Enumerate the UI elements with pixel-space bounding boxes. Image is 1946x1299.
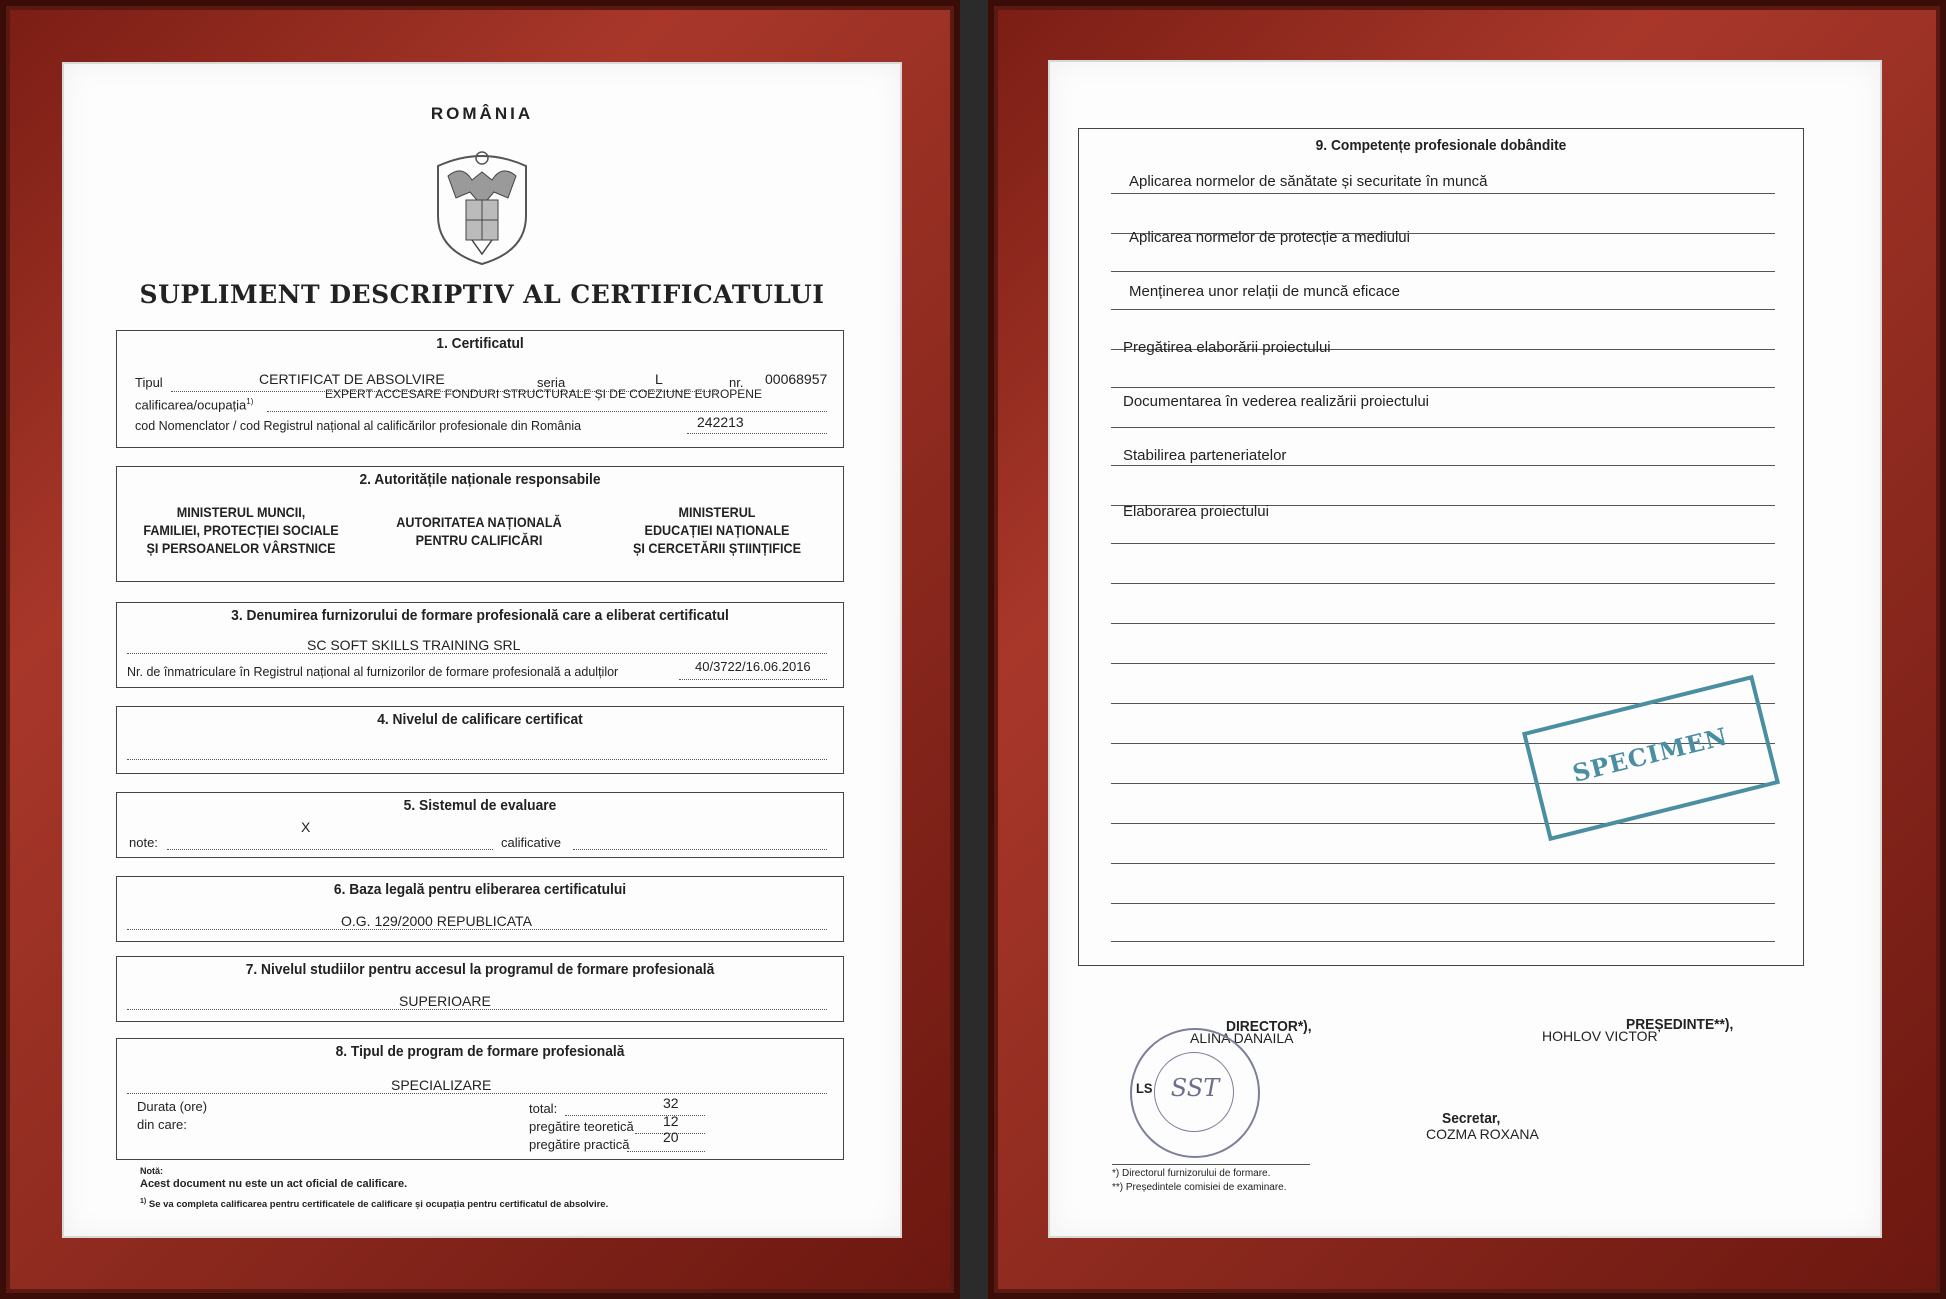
total-value: 32 bbox=[663, 1095, 679, 1111]
section-title: 6. Baza legală pentru eliberarea certificatului bbox=[333, 881, 627, 898]
din-care-label: din care: bbox=[137, 1117, 187, 1132]
note-label: note: bbox=[129, 835, 158, 850]
registration-label: Nr. de înmatriculare în Registrul național al furnizorilor de formare profesională a adulților bbox=[127, 665, 619, 679]
section-evaluation-system bbox=[116, 792, 844, 858]
notes-line1: Acest document nu este un act oficial de calificare. bbox=[140, 1178, 408, 1190]
secretar-label: Secretar, bbox=[1442, 1110, 1501, 1127]
secretar-name: COZMA ROXANA bbox=[1426, 1126, 1539, 1142]
seria-label: seria bbox=[537, 375, 566, 390]
section-title: 9. Competențe profesionale dobândite bbox=[1315, 137, 1567, 154]
evaluation-mark: X bbox=[301, 819, 311, 835]
calificative-label: calificative bbox=[501, 835, 561, 850]
calificarea-value: EXPERT ACCESARE FONDURI STRUCTURALE ȘI DE COEZIUNE EUROPENE bbox=[325, 387, 762, 401]
section-qualification-level bbox=[116, 706, 844, 774]
company-round-stamp: SST bbox=[1130, 1028, 1260, 1158]
section-program-type bbox=[116, 1038, 844, 1160]
competence-item: Elaborarea proiectului bbox=[1123, 503, 1269, 520]
certificate-supplement-back-page bbox=[1050, 62, 1880, 1236]
tipul-label: Tipul bbox=[135, 375, 163, 390]
document-title: SUPLIMENT DESCRIPTIV AL CERTIFICATULUI bbox=[139, 280, 825, 309]
section-title: 5. Sistemul de evaluare bbox=[403, 797, 557, 814]
director-label: DIRECTOR*), bbox=[1226, 1018, 1312, 1035]
calificarea-label: calificarea/ocupația$^{1)}$ bbox=[135, 397, 254, 413]
competence-item: Pregătirea elaborării proiectului bbox=[1123, 339, 1331, 356]
competence-item: Aplicarea normelor de protecție a mediului bbox=[1129, 229, 1410, 246]
section-title: 4. Nivelul de calificare certificat bbox=[377, 711, 583, 728]
seria-value: L bbox=[655, 371, 663, 387]
authority-national-qualifications: AUTORITATEA NAȚIONALĂ PENTRU CALIFICĂRI bbox=[396, 514, 562, 548]
presedinte-label: PREȘEDINTE**), bbox=[1626, 1016, 1734, 1033]
section-legal-basis bbox=[116, 876, 844, 942]
study-level-value: SUPERIOARE bbox=[399, 993, 491, 1009]
program-type-value: SPECIALIZARE bbox=[391, 1077, 492, 1093]
provider-name: SC SOFT SKILLS TRAINING SRL bbox=[307, 637, 521, 653]
nr-label: nr. bbox=[729, 375, 744, 390]
section-provider bbox=[116, 602, 844, 688]
right-frame bbox=[988, 0, 1946, 1299]
footnote-director: *) Directorul furnizorului de formare. bbox=[1112, 1168, 1271, 1179]
legal-basis-value: O.G. 129/2000 REPUBLICATA bbox=[341, 913, 532, 929]
competence-item: Menținerea unor relații de muncă eficace bbox=[1129, 283, 1400, 300]
specimen-stamp: SPECIMEN bbox=[1522, 675, 1780, 841]
section-title: 1. Certificatul bbox=[436, 335, 524, 352]
authority-ministry-education: MINISTERUL EDUCAȚIEI NAȚIONALE ȘI CERCETĂRII ȘTIINȚIFICE bbox=[632, 504, 802, 556]
section-title: 8. Tipul de program de formare profesională bbox=[335, 1043, 625, 1060]
nr-value: 00068957 bbox=[765, 371, 828, 387]
competence-item: Aplicarea normelor de sănătate și securitate în muncă bbox=[1129, 173, 1488, 190]
romania-coat-of-arms-icon bbox=[428, 136, 536, 268]
durata-label: Durata (ore) bbox=[137, 1099, 208, 1114]
left-frame bbox=[0, 0, 960, 1299]
competence-item: Documentarea în vederea realizării proiectului bbox=[1123, 393, 1429, 410]
footnote-presedinte: **) Președintele comisiei de examinare. bbox=[1112, 1182, 1287, 1193]
director-name: ALINA DANAILA bbox=[1190, 1030, 1294, 1046]
section-title: 3. Denumirea furnizorului de formare profesională care a eliberat certificatul bbox=[231, 607, 729, 624]
practica-value: 20 bbox=[663, 1129, 679, 1145]
country-heading: ROMÂNIA bbox=[430, 104, 534, 123]
certificate-supplement-page bbox=[64, 64, 900, 1236]
section-title: 7. Nivelul studiilor pentru accesul la programul de formare profesională bbox=[245, 961, 715, 978]
section-title: 2. Autoritățile naționale responsabile bbox=[359, 471, 601, 488]
notes-heading: Notă: bbox=[140, 1166, 163, 1176]
total-label: total: bbox=[529, 1101, 558, 1116]
registration-value: 40/3722/16.06.2016 bbox=[695, 659, 811, 674]
cod-value: 242213 bbox=[697, 414, 744, 430]
section-certificate bbox=[116, 330, 844, 448]
section-study-level bbox=[116, 956, 844, 1022]
practica-label: pregătire practică bbox=[529, 1137, 630, 1152]
ls-label: LS bbox=[1136, 1080, 1153, 1096]
section-competences bbox=[1078, 128, 1804, 966]
competence-item: Stabilirea parteneriatelor bbox=[1123, 447, 1287, 464]
authority-ministry-labour: MINISTERUL MUNCII, FAMILIEI, PROTECȚIEI SOCIALE ȘI PERSOANELOR VÂRSTNICE bbox=[143, 504, 339, 556]
section-authorities bbox=[116, 466, 844, 582]
notes-line2: $^{1)}$ Se va completa calificarea pentru certificatele de calificare și ocupația pentru certificatul de absolvire. bbox=[140, 1198, 609, 1211]
cod-label: cod Nomenclator / cod Registrul național al calificărilor profesionale din România bbox=[135, 419, 582, 433]
teoretica-value: 12 bbox=[663, 1113, 679, 1129]
teoretica-label: pregătire teoretică bbox=[529, 1119, 634, 1134]
tipul-value: CERTIFICAT DE ABSOLVIRE bbox=[259, 371, 445, 387]
presedinte-name: HOHLOV VICTOR bbox=[1542, 1028, 1658, 1044]
